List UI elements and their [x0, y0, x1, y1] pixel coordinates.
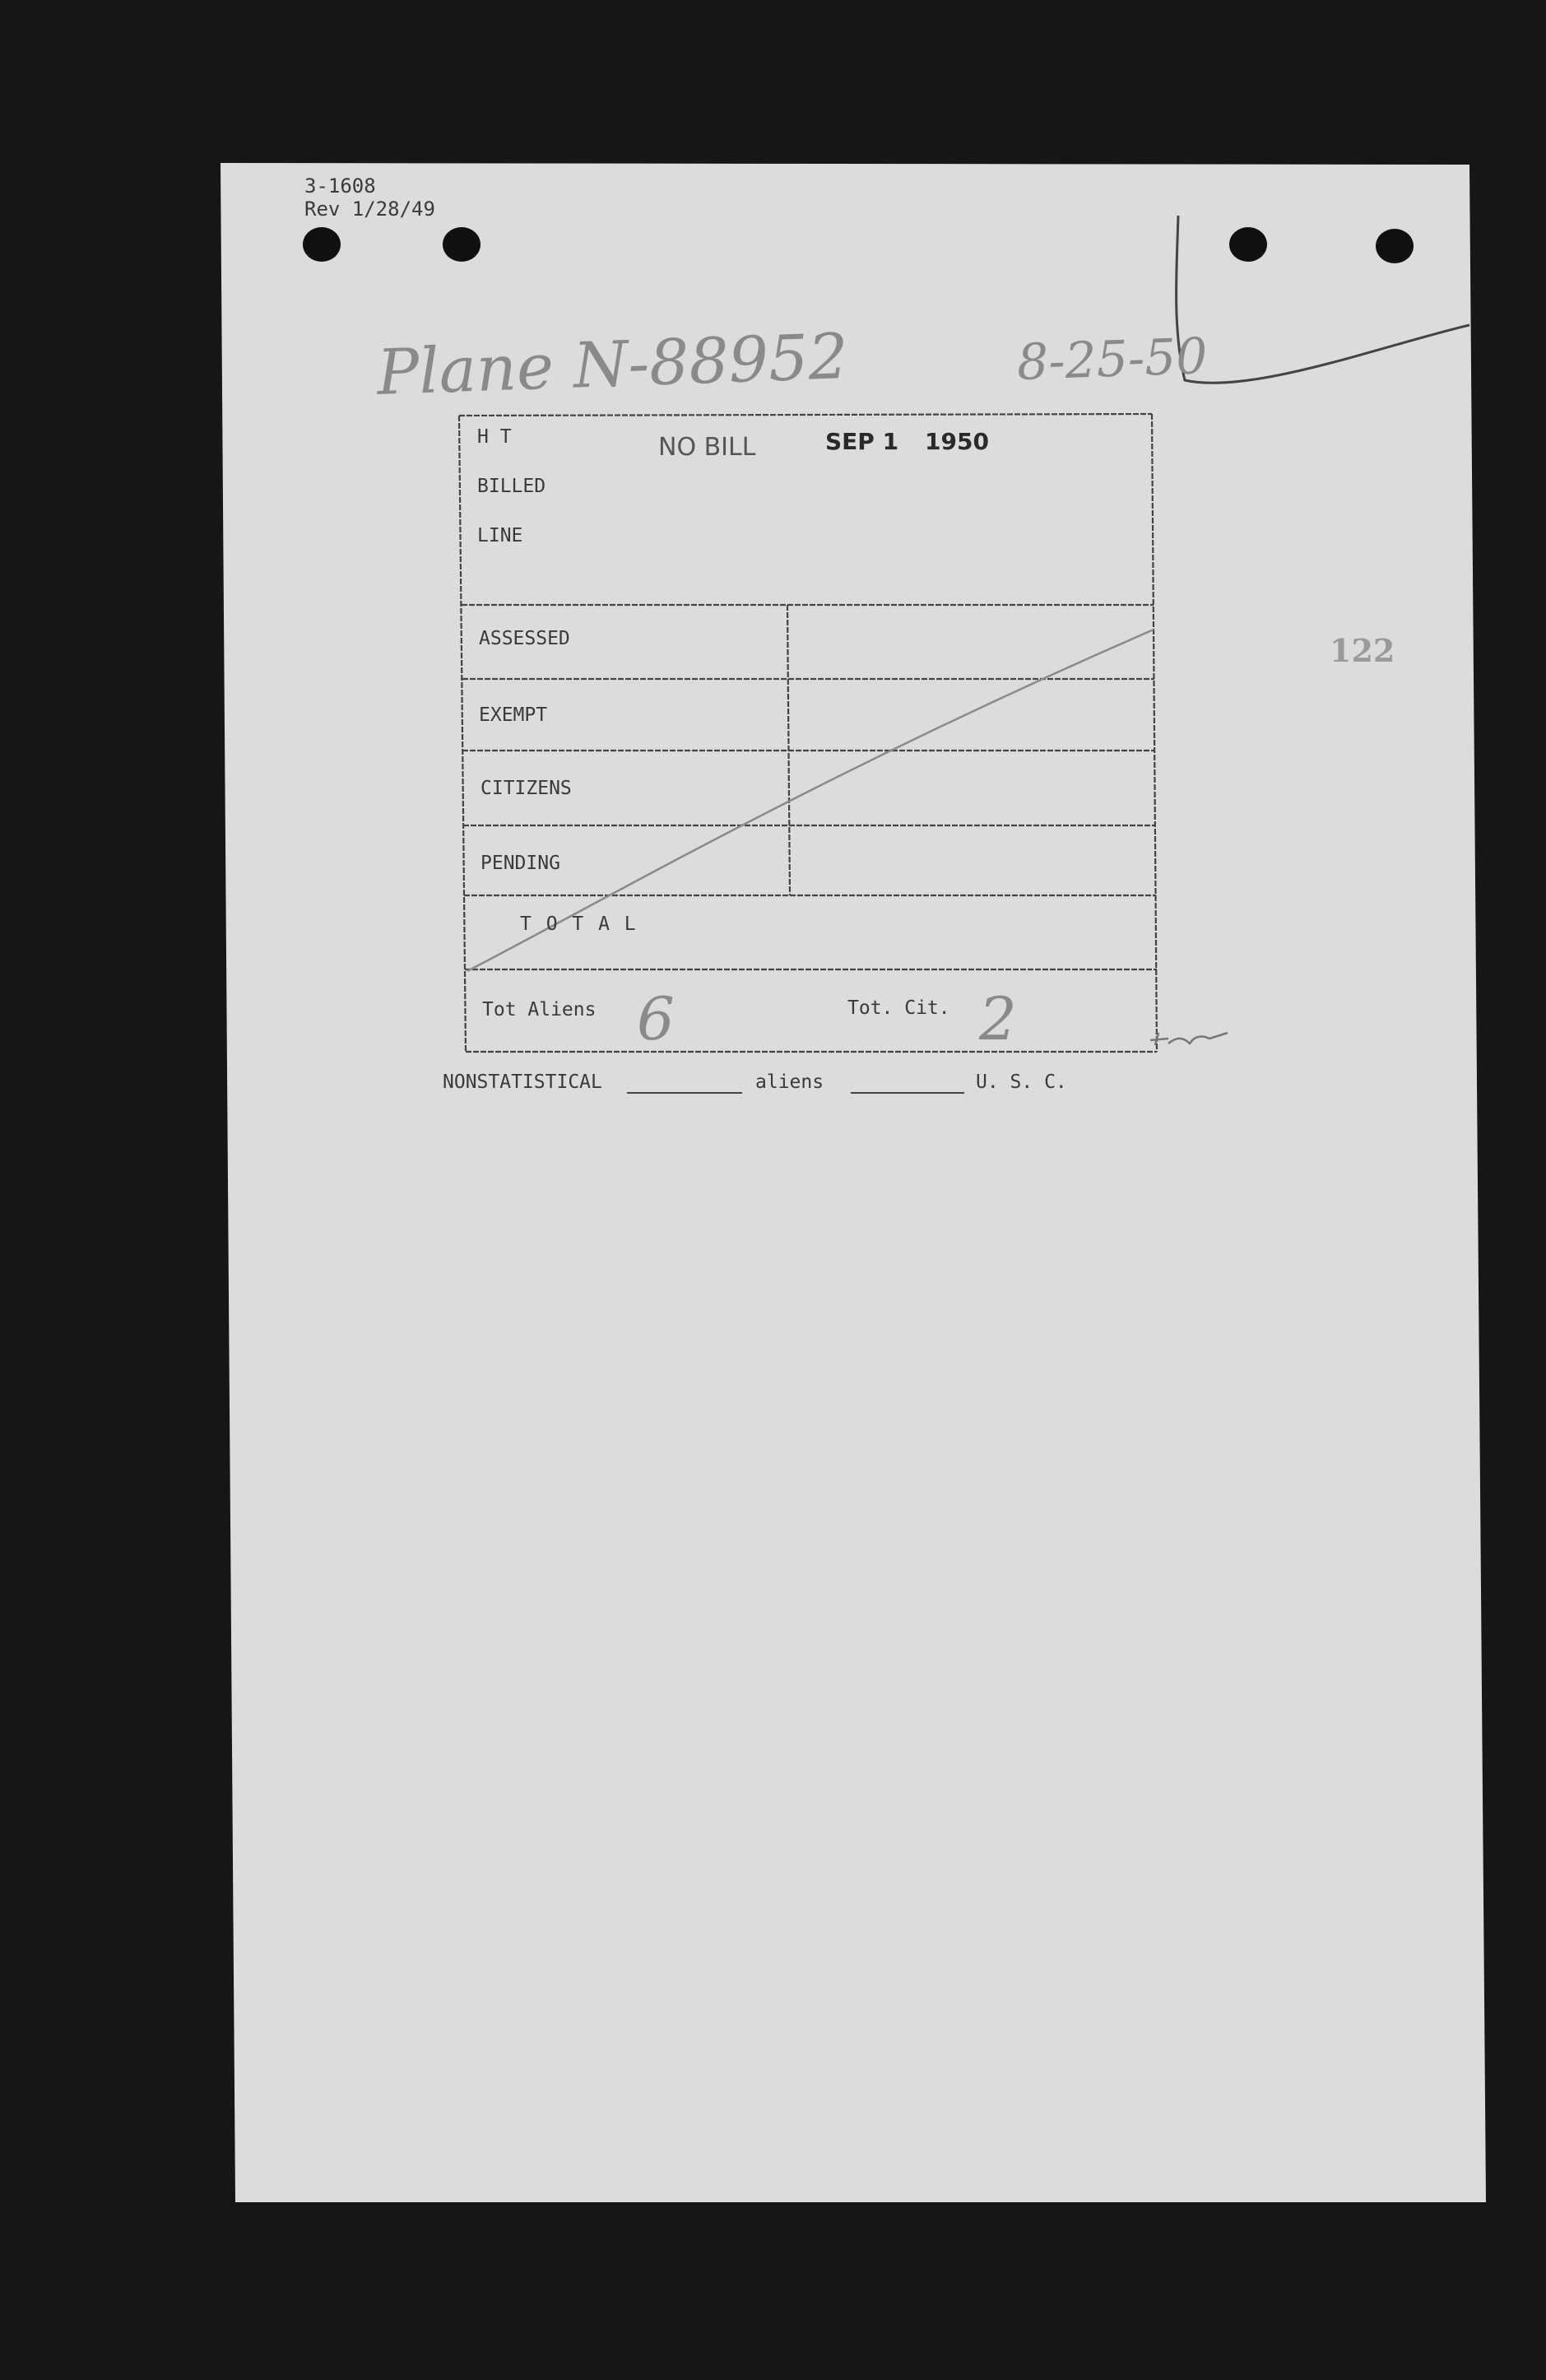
punch-hole-1: [303, 227, 341, 262]
billed-label: BILLED: [477, 476, 546, 497]
aliens-label: aliens: [755, 1071, 824, 1093]
stamp-date-month-day: SEP 1: [825, 428, 899, 455]
stamp-date-year: 1950: [925, 428, 989, 455]
usc-label: U. S. C.: [976, 1071, 1067, 1093]
form-revision: Rev 1/28/49: [304, 198, 435, 221]
tot-cit-label: Tot. Cit.: [847, 997, 950, 1019]
tot-aliens-label: Tot Aliens: [482, 999, 597, 1020]
punch-hole-2: [443, 227, 481, 262]
total-label: T O T A L: [520, 913, 638, 935]
plane-number-handwritten: Plane N-88952: [375, 319, 850, 409]
ht-label: H T: [477, 426, 512, 448]
nonstatistical-label: NONSTATISTICAL: [443, 1071, 602, 1093]
exempt-label: EXEMPT: [479, 704, 548, 726]
citizens-label: CITIZENS: [481, 778, 572, 799]
tot-aliens-value: 6: [637, 984, 675, 1053]
tot-cit-value: 2: [979, 984, 1017, 1053]
line-label: LINE: [477, 525, 523, 546]
paper: [221, 163, 1486, 2202]
punch-hole-3: [1229, 227, 1267, 262]
pending-label: PENDING: [481, 853, 560, 874]
page-number: 122: [1330, 632, 1395, 669]
date-handwritten: 8-25-50: [1015, 327, 1209, 393]
form-number: 3-1608: [304, 174, 376, 198]
assessed-label: ASSESSED: [479, 628, 570, 649]
punch-hole-4: [1376, 229, 1414, 263]
no-bill-stamp: NO BILL: [658, 433, 756, 462]
